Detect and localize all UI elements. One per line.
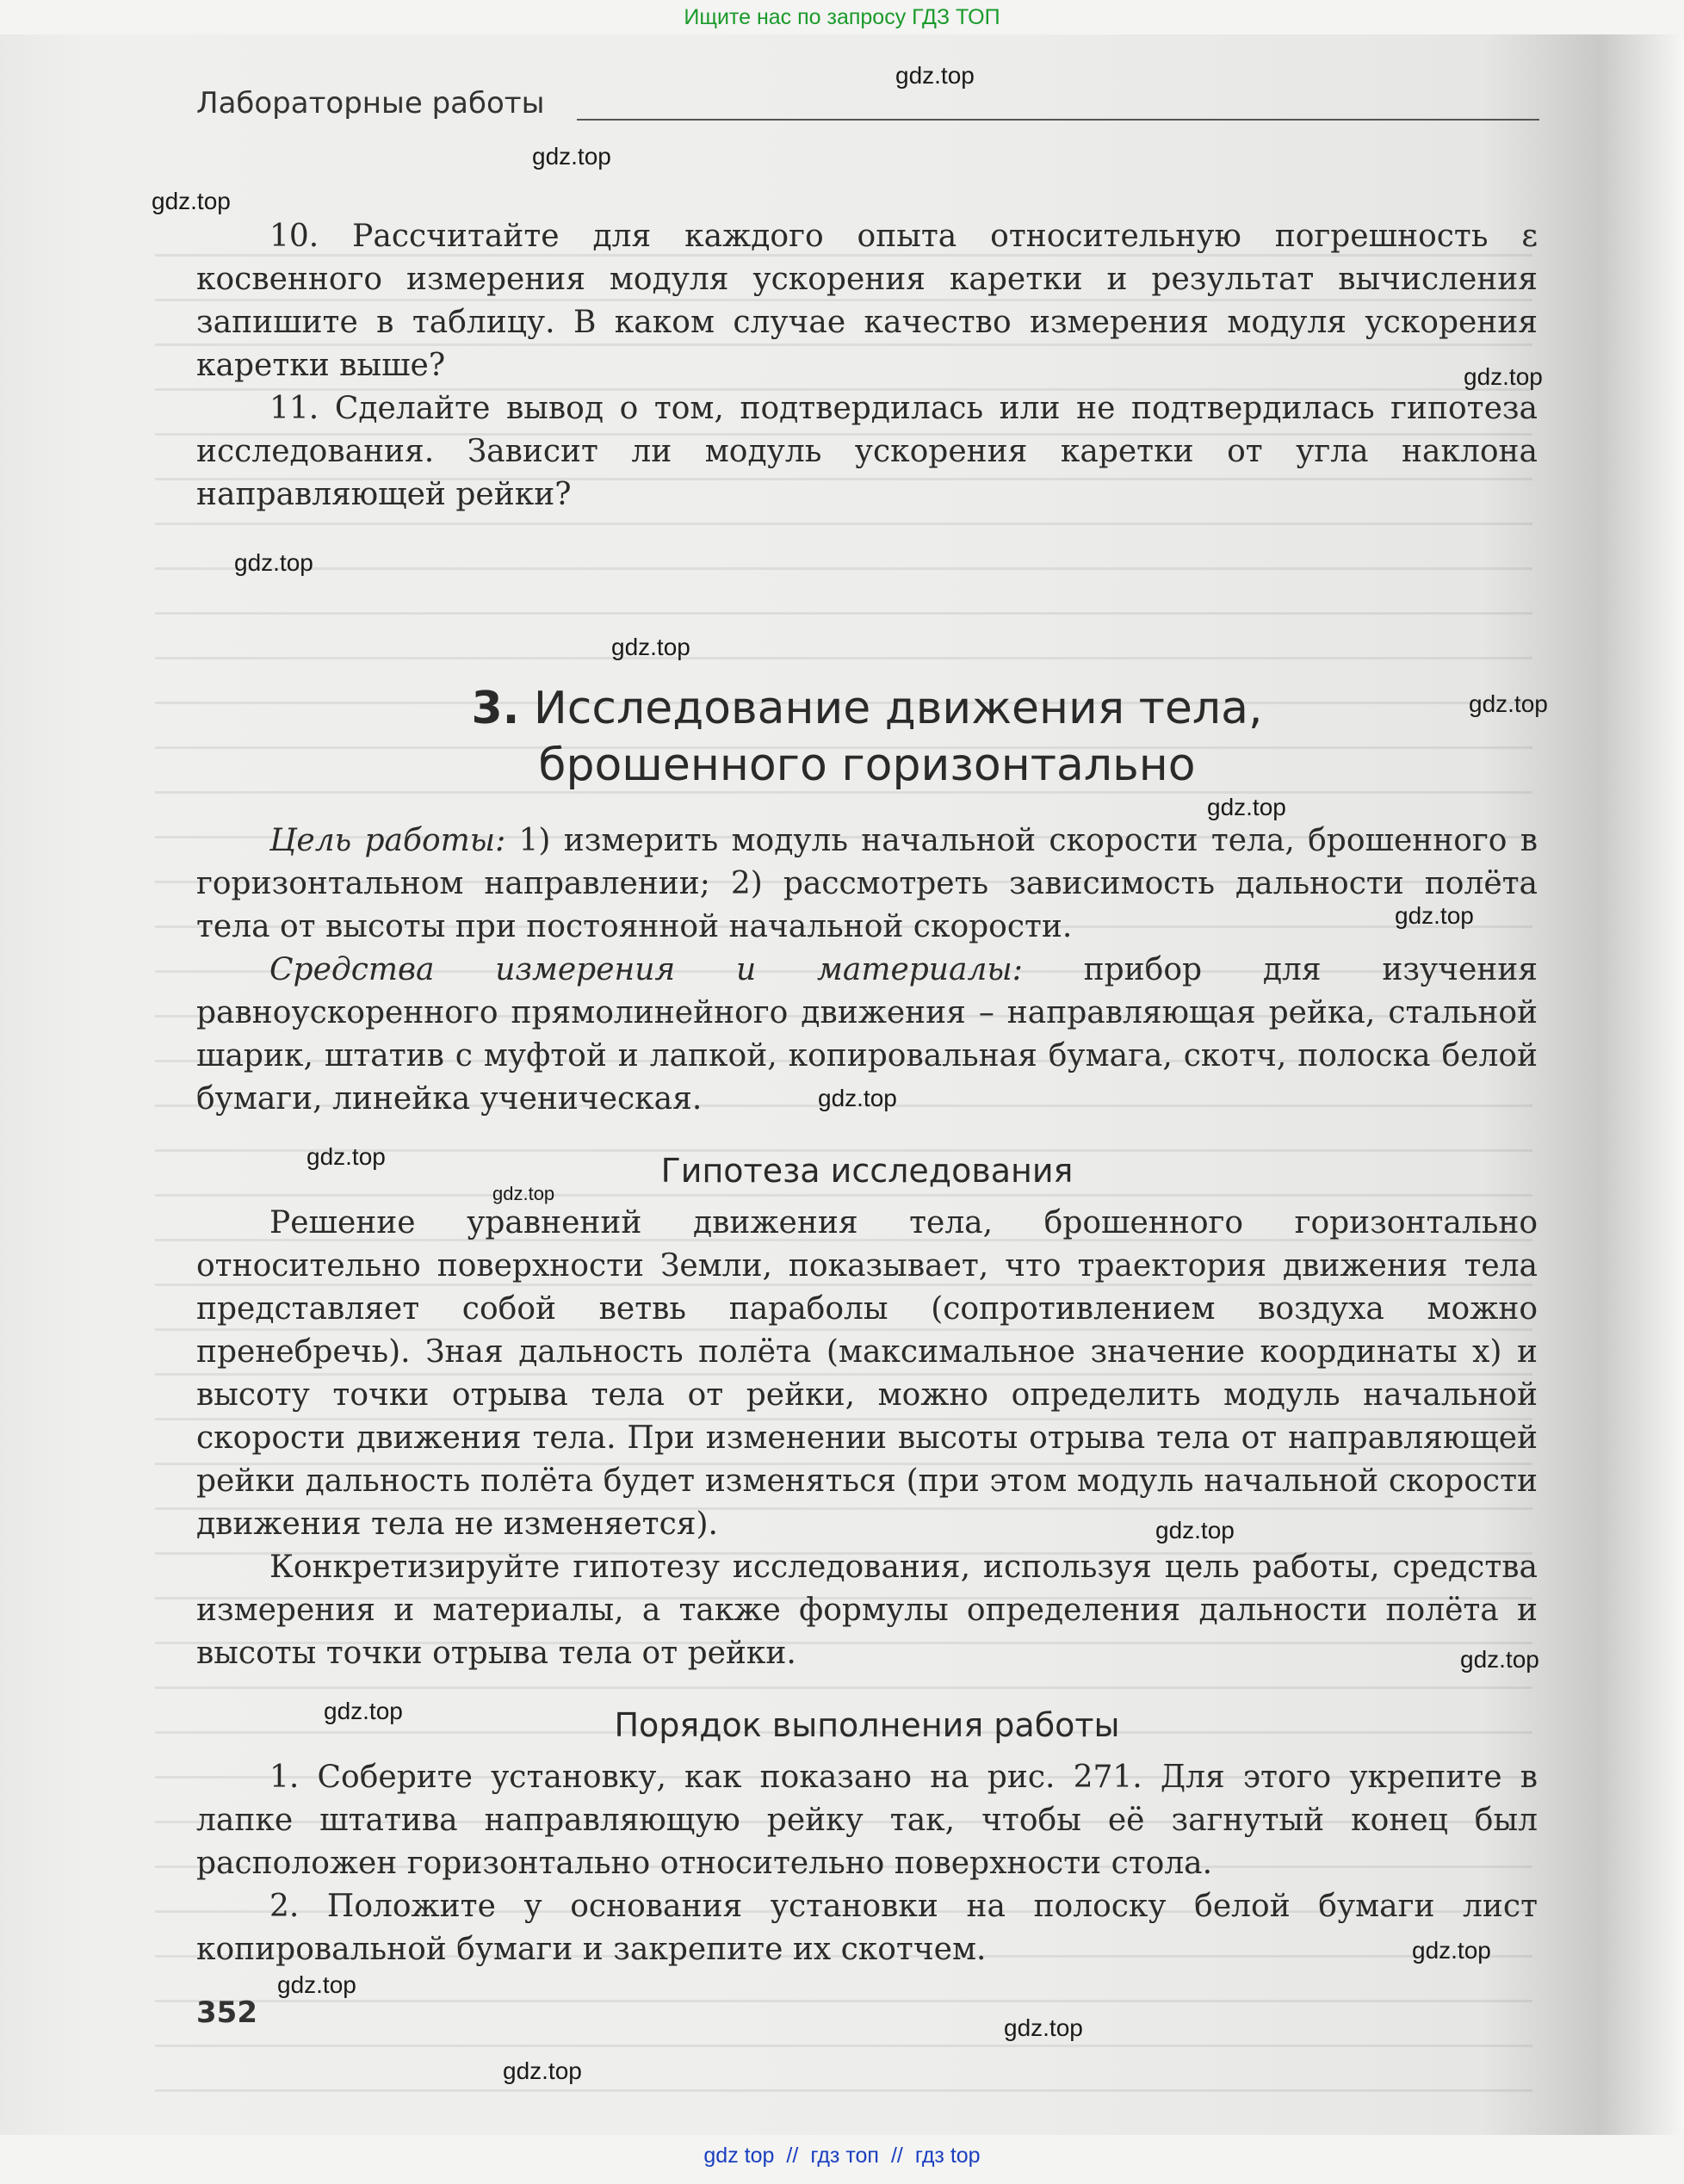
- watermark[interactable]: gdz.top: [532, 143, 611, 170]
- step-10: 10. Рассчитайте для каждого опыта относительную погрешность ε косвенного измерения модуля ускорения каретки и результат вычисления запишите в таблицу. В каком случае качество измерения модуля ускорения каретки выше?: [196, 219, 1538, 383]
- procedure-step-1: 1. Соберите установку, как показано на рис. 271. Для этого укрепите в лапке штатива направляющую рейку так, чтобы её загнутый конец был расположен горизонтально относительно поверхности стола.: [196, 1760, 1538, 1881]
- section-title: [196, 680, 1538, 794]
- page-number: 352: [196, 1995, 257, 2030]
- procedure-step-2: 2. Положите у основания установки на полоску белой бумаги лист копировальной бумаги и закрепите их скотчем.: [196, 1889, 1538, 1967]
- header-rule: [577, 119, 1539, 121]
- steps-continued: [196, 215, 1538, 517]
- watermark[interactable]: gdz.top: [152, 188, 231, 214]
- watermark[interactable]: gdz.top: [277, 1971, 356, 1998]
- watermark[interactable]: gdz.top: [1469, 690, 1548, 717]
- watermark[interactable]: gdz.top: [611, 634, 690, 660]
- watermark[interactable]: gdz.top: [1207, 794, 1286, 820]
- footer-link-3[interactable]: гдз top: [914, 2144, 981, 2168]
- footer-links: [0, 2144, 1684, 2178]
- watermark[interactable]: gdz.top: [492, 1183, 555, 1204]
- section-title-line1: [196, 680, 1538, 737]
- hypothesis-paragraph-1: Решение уравнений движения тела, брошенного горизонтально относительно поверхности Земли, показывает, что траектория движения тела представляет собой ветвь параболы (сопротивлением воздуха можно пренебречь). Зная дальность полёта (максимальное значение координаты x) и высоту точки отрыва тела от рейки, можно определить модуль начальной скорости движения тела. При изменении высоты отрыва тела от направляющей рейки дальность полёта будет изменяться (при этом модуль начальной скорости движения тела не изменяется).: [196, 1205, 1538, 1542]
- footer-link-2[interactable]: гдз топ: [810, 2144, 879, 2168]
- footer-link-1[interactable]: gdz top: [703, 2144, 775, 2168]
- watermark[interactable]: gdz.top: [1155, 1517, 1235, 1544]
- section-title-text1: Исследование движения тела,: [533, 683, 1263, 734]
- watermark[interactable]: gdz.top: [895, 62, 975, 89]
- goal-paragraph: [196, 820, 1538, 949]
- watermark[interactable]: gdz.top: [324, 1698, 403, 1724]
- watermark[interactable]: gdz.top: [1460, 1646, 1539, 1673]
- watermark[interactable]: gdz.top: [818, 1085, 897, 1111]
- watermark[interactable]: gdz.top: [1004, 2014, 1083, 2041]
- watermark[interactable]: gdz.top: [234, 549, 313, 576]
- goal-and-materials: [196, 820, 1538, 1121]
- procedure-steps: [196, 1756, 1538, 1971]
- hypothesis-text: [196, 1202, 1538, 1675]
- top-banner-text[interactable]: Ищите нас по запросу ГДЗ ТОП: [684, 5, 1000, 29]
- hypothesis-heading: Гипотеза исследования: [660, 1152, 1074, 1190]
- materials-text: прибор для изучения равноускоренного прямолинейного движения – направляющая рейка, стальной шарик, штатив с муфтой и лапкой, копировальная бумага, скотч, полоска белой бумаги, линейка ученическая.: [196, 952, 1538, 1117]
- goal-text: 1) измерить модуль начальной скорости тела, брошенного в горизонтальном направлении; 2) рассмотреть зависимость дальности полёта тела от высоты при постоянной начальной скорости.: [196, 823, 1539, 944]
- watermark[interactable]: gdz.top: [1464, 363, 1543, 390]
- step-11: 11. Сделайте вывод о том, подтвердилась или не подтвердилась гипотеза исследования. Зависит ли модуль ускорения каретки от угла наклона направляющей рейки?: [196, 391, 1538, 512]
- footer-separator: //: [786, 2144, 799, 2168]
- watermark[interactable]: gdz.top: [1412, 1937, 1491, 1964]
- materials-label: Средства измерения и материалы:: [269, 952, 1023, 987]
- procedure-heading: Порядок выполнения работы: [614, 1706, 1120, 1744]
- watermark[interactable]: gdz.top: [503, 2057, 582, 2084]
- section-title-line2: брошенного горизонтально: [538, 739, 1196, 791]
- watermark[interactable]: gdz.top: [306, 1143, 386, 1170]
- watermark[interactable]: gdz.top: [1395, 902, 1474, 929]
- goal-label: Цель работы:: [269, 823, 506, 858]
- footer-separator: //: [890, 2144, 903, 2168]
- section-number: 3.: [471, 683, 520, 734]
- hypothesis-paragraph-2: Конкретизируйте гипотезу исследования, используя цель работы, средства измерения и материалы, а также формулы определения дальности полёта и высоты точки отрыва тела от рейки.: [196, 1550, 1538, 1671]
- top-banner[interactable]: [0, 0, 1684, 34]
- running-header: Лабораторные работы: [196, 86, 545, 121]
